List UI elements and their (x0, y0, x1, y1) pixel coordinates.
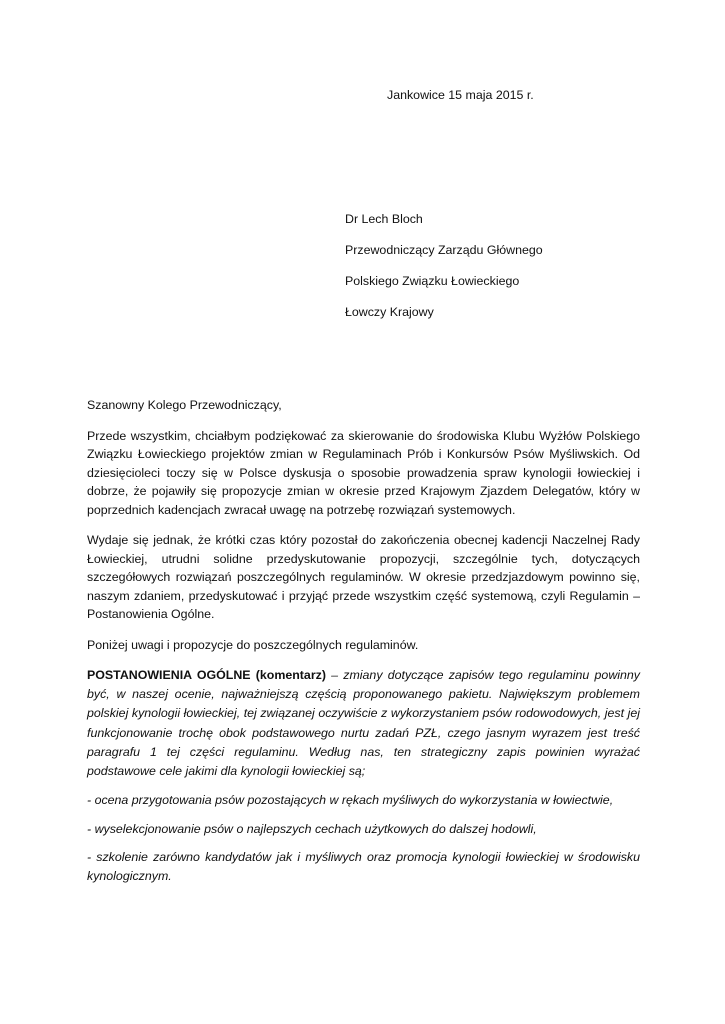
addressee-block (345, 210, 543, 334)
addressee-title: Łowczy Krajowy (345, 305, 434, 319)
comment-text: – zmiany dotyczące zapisów tego regulaminu powinny być, w naszej ocenie, najważniejszą częścią proponowanego pakietu. Największym problemem polskiej kynologii łowieckiej, tej związanej oczywiście z wykorzystaniem psów rodowodowych, jest jej funkcjonowanie trochę obok podstawowego nurtu zadań PZŁ, czego jasnym wyrazem jest treść paragrafu 1 tej części regulaminu. Według nas, ten strategiczny zapis powinien wyrażać podstawowe cele jakimi dla kynologii łowieckiej są; (87, 668, 640, 779)
salutation: Szanowny Kolego Przewodniczący, (87, 398, 282, 412)
paragraph-intro-remarks: Poniżej uwagi i propozycje do poszczególnych regulaminów. (87, 637, 419, 652)
addressee-name: Dr Lech Bloch (345, 212, 423, 226)
list-item-training: - szkolenie zarówno kandydatów jak i myśliwych oraz promocja kynologii łowieckiej w środowisku kynologicznym. (87, 850, 640, 883)
addressee-position: Przewodniczący Zarządu Głównego (345, 243, 543, 257)
paragraph-timing: Wydaje się jednak, że krótki czas który pozostał do zakończenia obecnej kadencji Naczelnej Rady Łowieckiej, utrudni solidne przedyskutowanie propozycji, szczególnie tych, dotyczących szczegółowych rozwiązań poszczególnych regulaminów. W okresie przedzjazdowym powinno się, naszym zdaniem, przedyskutować i przyjąć przede wszystkim część systemową, czyli Regulamin – Postanowienia Ogólne. (87, 533, 640, 621)
comment-paragraph (87, 666, 640, 781)
comment-heading: POSTANOWIENIA OGÓLNE (komentarz) (87, 668, 326, 682)
letter-body (87, 396, 640, 895)
addressee-organization: Polskiego Związku Łowieckiego (345, 274, 520, 288)
list-item-assessment: - ocena przygotowania psów pozostających w rękach myśliwych do wykorzystania w łowiectwie, (87, 793, 614, 808)
paragraph-thanks: Przede wszystkim, chciałbym podziękować za skierowanie do środowiska Klubu Wyżłów Polskiego Związku Łowieckiego projektów zmian w Regulaminach Prób i Konkursów Psów Myśliwskich. Od dziesięcioleci toczy się w Polsce dyskusja o sposobie prowadzenia spraw kynologii łowieckiej i dobrze, że pojawiły się propozycje zmian w okresie przed Krajowym Zjazdem Delegatów, który w poprzednich kadencjach zwracał uwagę na potrzebę rozwiązań systemowych. (87, 428, 640, 517)
list-item-selection: - wyselekcjonowanie psów o najlepszych cechach użytkowych do dalszej hodowli, (87, 821, 537, 836)
date-line: Jankowice 15 maja 2015 r. (387, 88, 534, 102)
